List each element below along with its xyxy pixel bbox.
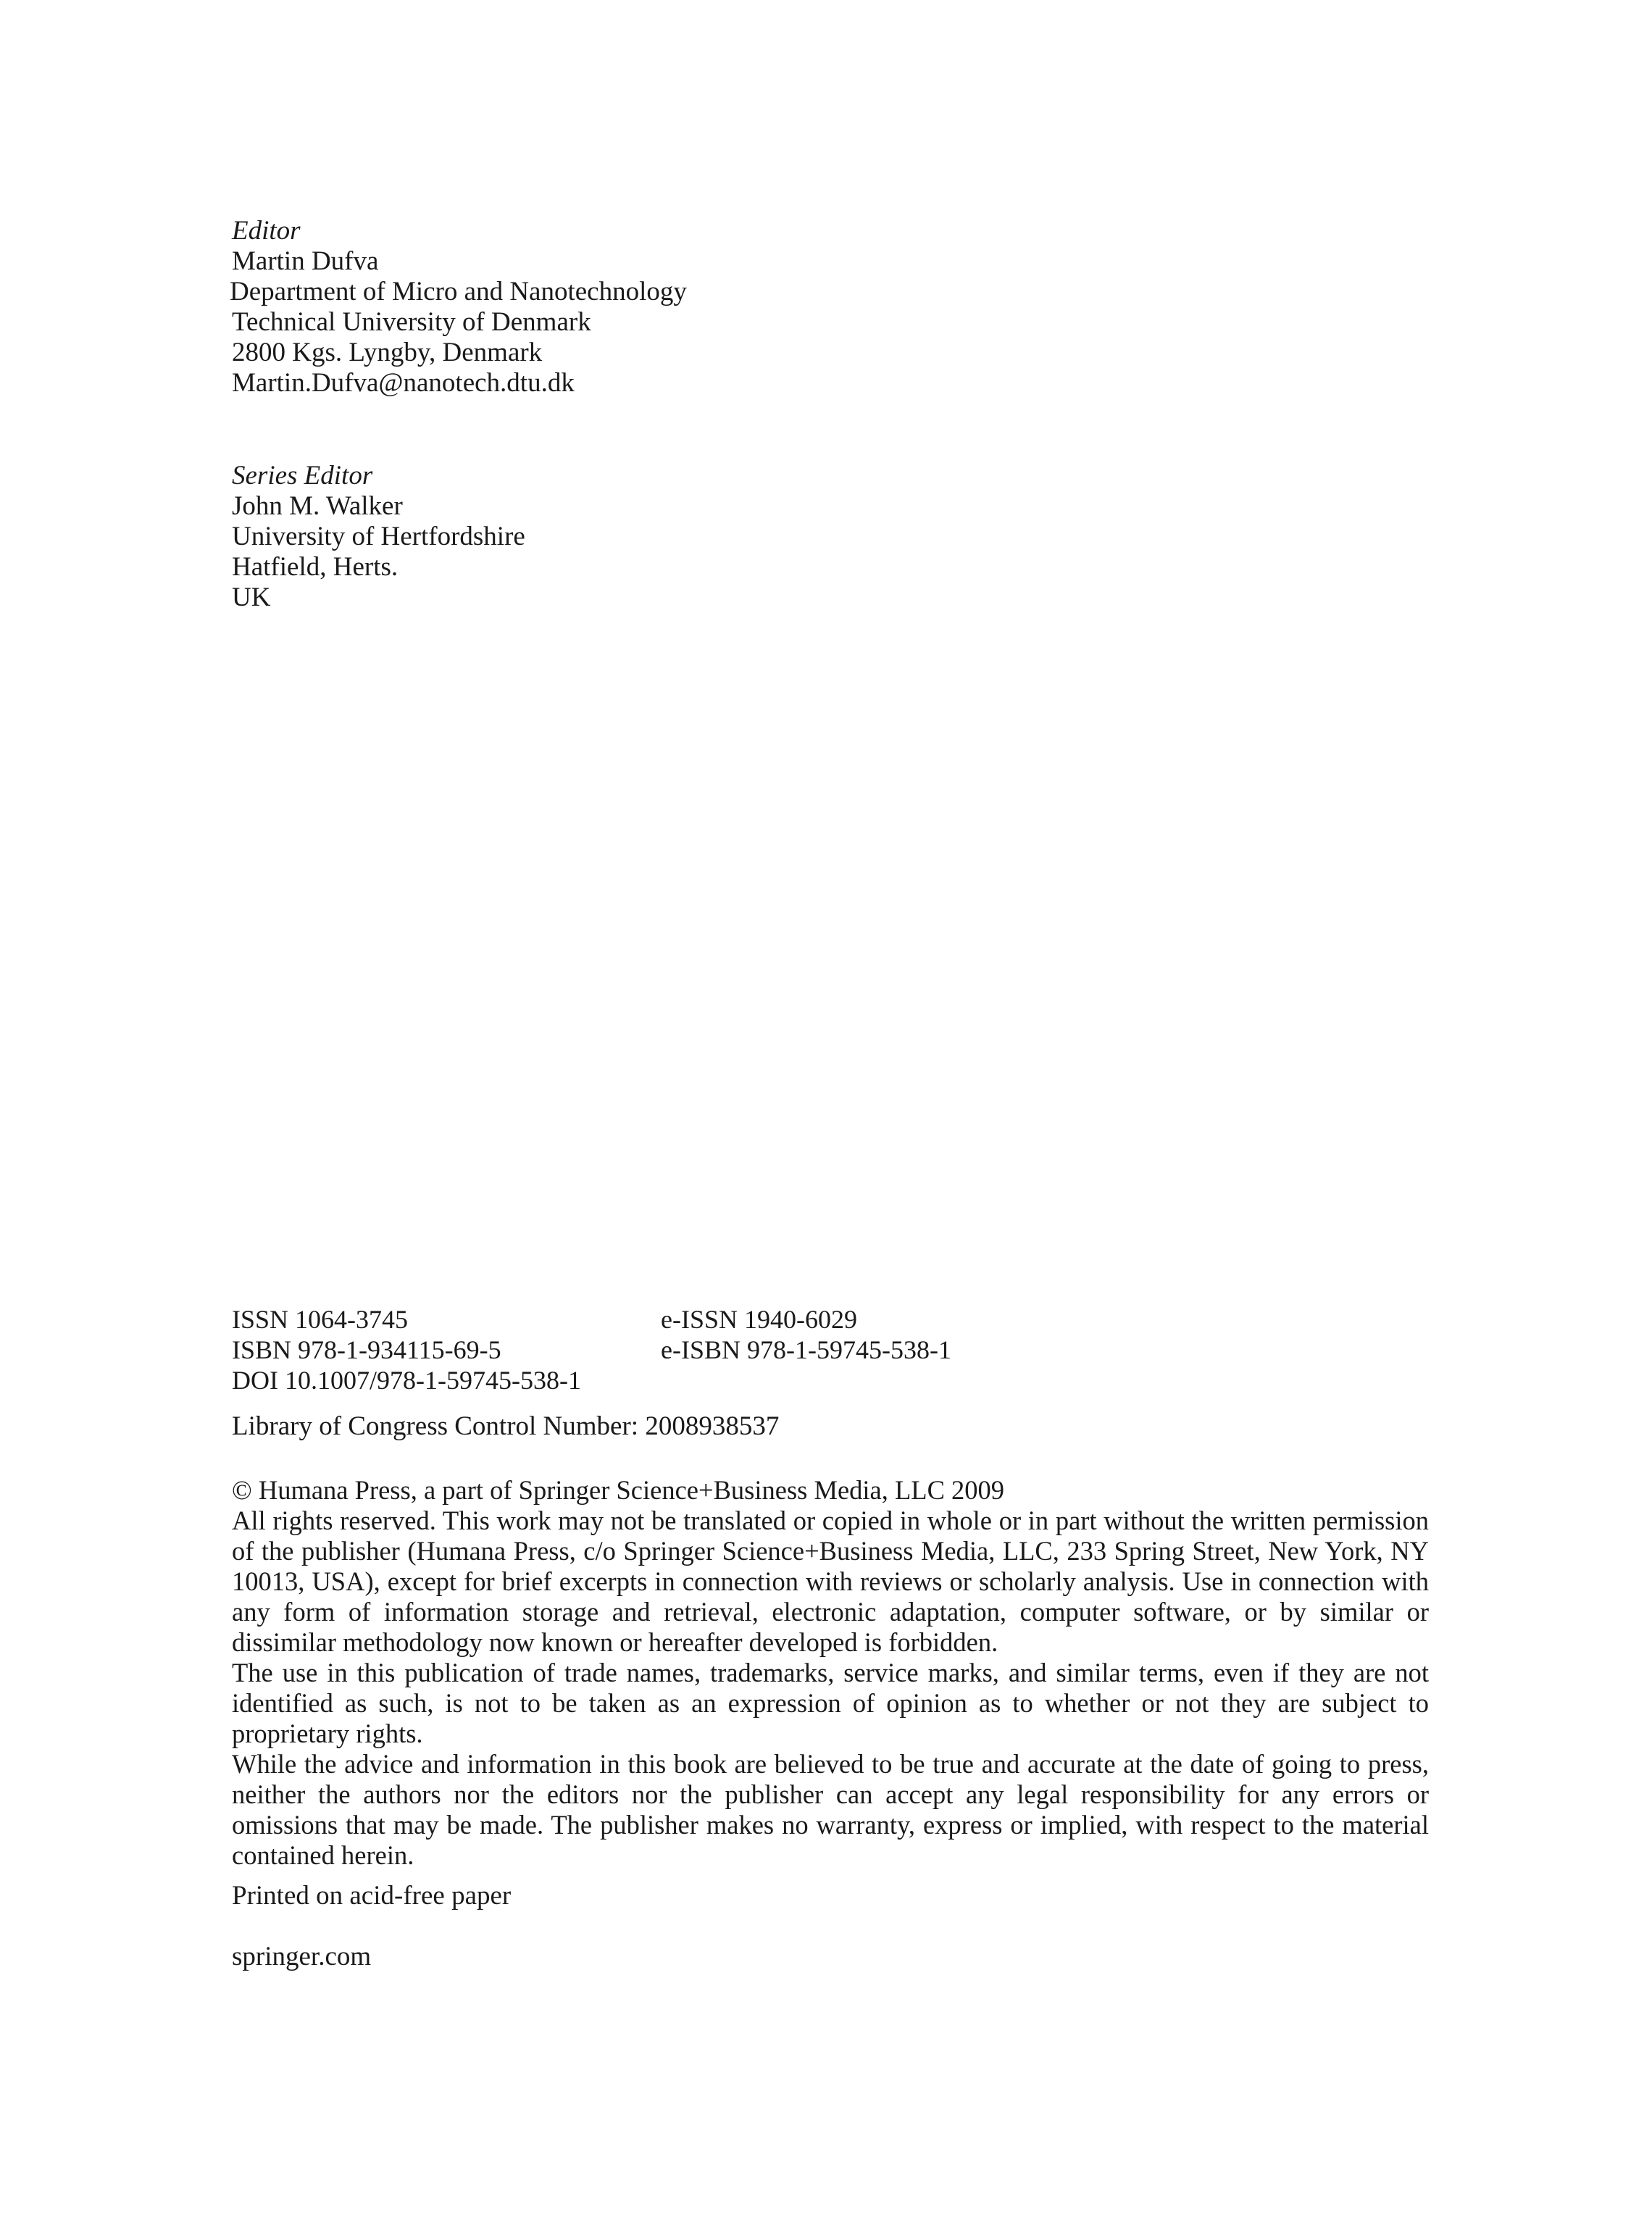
isbn: ISBN 978-1-934115-69-5 [232,1335,501,1364]
eisbn: e-ISBN 978-1-59745-538-1 [661,1335,951,1364]
issn-row [232,1304,951,1335]
eissn: e-ISSN 1940-6029 [661,1305,857,1334]
series-editor-institution: University of Hertfordshire [232,522,525,551]
doi-row [232,1365,951,1395]
disclaimer-paragraph: While the advice and information in this book are believed to be true and accurate at the date of going to press, neither the authors nor the editors nor the publisher can accept any legal responsibility for any errors or omissions that may be made. The publisher makes no warranty, express or implied, with respect to the material contained herein. [232,1749,1429,1870]
library-of-congress-number: Library of Congress Control Number: 2008938537 [232,1411,780,1441]
series-editor-name: John M. Walker [232,491,403,521]
editor-institution: Technical University of Denmark [232,307,591,337]
publisher-website: springer.com [232,1942,372,1971]
copyright-line: © Humana Press, a part of Springer Science+Business Media, LLC 2009 [232,1475,1005,1505]
printed-note: Printed on acid-free paper [232,1881,512,1911]
editor-role-label: Editor [232,216,301,246]
rights-paragraph: All rights reserved. This work may not be translated or copied in whole or in part without the written permission of the publisher (Humana Press, c/o Springer Science+Business Media, LLC, 233 Spring Street, New York, NY 10013, USA), except for brief excerpts in connection with reviews or scholarly analysis. Use in connection with any form of information storage and retrieval, electronic adaptation, computer software, or by similar or dissimilar methodology now known or hereafter developed is forbidden. [232,1506,1429,1657]
editor-block [232,216,687,398]
editor-address: 2800 Kgs. Lyngby, Denmark [232,338,543,367]
editor-email: Martin.Dufva@nanotech.dtu.dk [232,368,575,398]
series-editor-address: Hatfield, Herts. [232,552,399,582]
issn: ISSN 1064-3745 [232,1305,409,1334]
series-editor-block [232,461,525,613]
editor-department: Department of Micro and Nanotechnology [230,277,687,306]
series-editor-role-label: Series Editor [232,461,373,490]
doi: DOI 10.1007/978-1-59745-538-1 [232,1366,581,1395]
isbn-row [232,1335,951,1365]
series-editor-country: UK [232,583,271,612]
legal-notice [232,1475,1429,1871]
trademarks-paragraph: The use in this publication of trade names, trademarks, service marks, and similar terms, even if they are not identified as such, is not to be taken as an expression of opinion as to whether or not they are subject to proprietary rights. [232,1658,1429,1748]
identifiers-block [232,1304,951,1395]
editor-name: Martin Dufva [232,246,379,276]
